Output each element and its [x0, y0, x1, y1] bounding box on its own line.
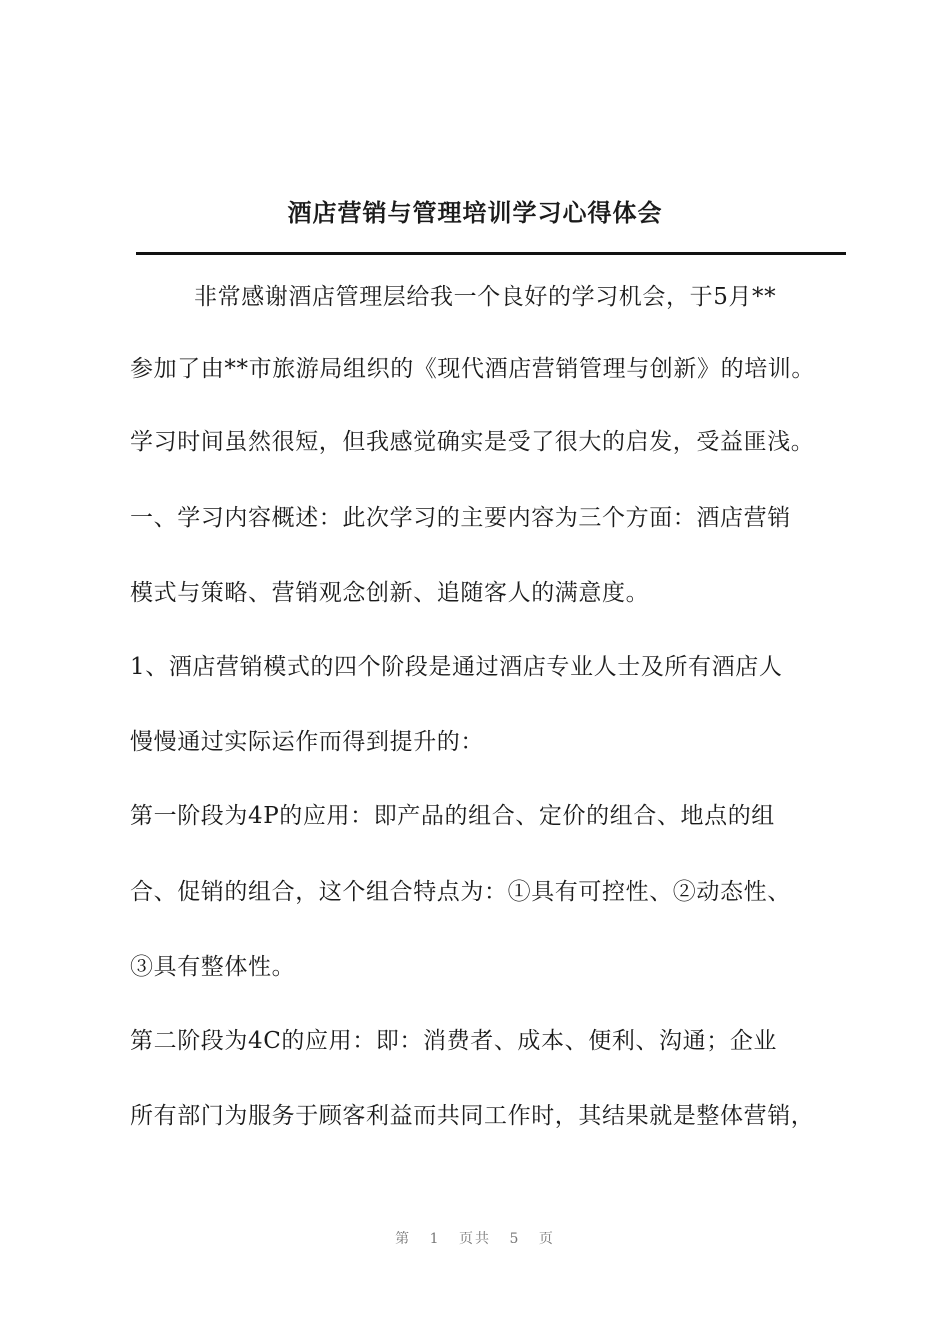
footer-total-pages: 5 — [509, 1231, 521, 1247]
footer-prefix: 第 — [395, 1231, 412, 1247]
body-line-11: 第二阶段为4C的应用：即：消费者、成本、便利、沟通；企业 — [130, 1028, 778, 1054]
body-line-5: 模式与策略、营销观念创新、追随客人的满意度。 — [130, 580, 650, 606]
title-underline — [136, 252, 846, 255]
body-line-7: 慢慢通过实际运作而得到提升的： — [130, 729, 484, 755]
body-line-8: 第一阶段为4P的应用：即产品的组合、定价的组合、地点的组 — [130, 803, 775, 829]
body-line-10: ③具有整体性。 — [130, 954, 296, 980]
document-title: 酒店营销与管理培训学习心得体会 — [287, 198, 663, 227]
body-line-1: 非常感谢酒店管理层给我一个良好的学习机会，于5月** — [194, 284, 777, 310]
body-line-4: 一、学习内容概述：此次学习的主要内容为三个方面：酒店营销 — [130, 505, 791, 531]
body-line-6: 1、酒店营销模式的四个阶段是通过酒店专业人士及所有酒店人 — [130, 654, 783, 680]
body-line-12: 所有部门为服务于顾客利益而共同工作时，其结果就是整体营销， — [130, 1103, 815, 1129]
footer-current-page: 1 — [429, 1231, 441, 1247]
body-line-9: 合、促销的组合，这个组合特点为：①具有可控性、②动态性、 — [130, 879, 791, 905]
body-line-3: 学习时间虽然很短，但我感觉确实是受了很大的启发，受益匪浅。 — [130, 429, 815, 455]
footer-suffix: 页 — [538, 1231, 555, 1247]
footer-middle: 页共 — [459, 1231, 491, 1247]
body-line-2: 参加了由**市旅游局组织的《现代酒店营销管理与创新》的培训。 — [130, 356, 815, 382]
page-footer — [0, 1228, 950, 1248]
